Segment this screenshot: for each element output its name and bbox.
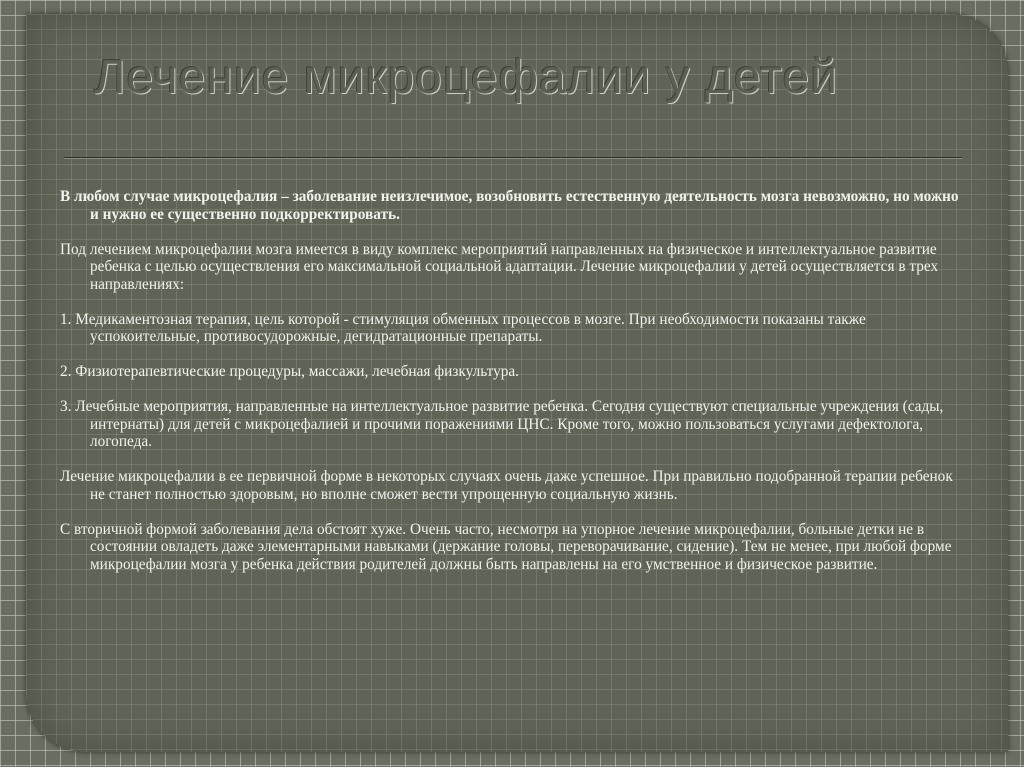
paragraph-secondary-form: С вторичной формой заболевания дела обстоят хуже. Очень часто, несмотря на упорное лечение микроцефалии, больные детки не в состоянии овладеть даже элементарными навыками (держание головы, переворачивание, сидение). Тем не менее, при любой форме микроцефалии мозга у ребенка действия родителей должны быть направлены на его умственное и физическое развитие. <box>60 520 952 573</box>
paragraph-intellectual-development: 3. Лечебные мероприятия, направленные на интеллектуальное развитие ребенка. Сегодня существуют специальные учреждения (сады, интернаты) для детей с микроцефалией и прочими поражениями ЦНС. Кроме того, можно пользоваться услугами дефектолога, логопеда. <box>60 398 944 450</box>
title-divider <box>64 157 962 159</box>
paragraph-medication: 1. Медикаментозная терапия, цель которой - стимуляция обменных процессов в мозге. При необходимости показаны также успокоительные, противосудорожные, дегидратационные препараты. <box>60 310 866 345</box>
paragraph-physiotherapy: 2. Физиотерапевтические процедуры, массажи, лечебная физкультура. <box>60 363 520 380</box>
paragraph-primary-form: Лечение микроцефалии в ее первичной форме в некоторых случаях очень даже успешное. При правильно подобранной терапии ребенок не станет полностью здоровым, но вполне сможет вести упрощенную социальную жизнь. <box>60 468 953 503</box>
slide-body <box>60 188 970 591</box>
slide-title: Лечение микроцефалии у детей <box>94 51 839 104</box>
paragraph-treatment-definition: Под лечением микроцефалии мозга имеется в виду комплекс мероприятий направленных на физическое и интеллектуальное развитие ребенка с целью осуществления его максимальной социальной адаптации. Лечение микроцефалии у детей осуществляется в трех направлениях: <box>60 240 939 293</box>
paragraph-intro: В любом случае микроцефалия – заболевание неизлечимое, возобновить естественную деятельность мозга невозможно, но можно и нужно ее существенно подкорректировать. <box>60 188 959 223</box>
